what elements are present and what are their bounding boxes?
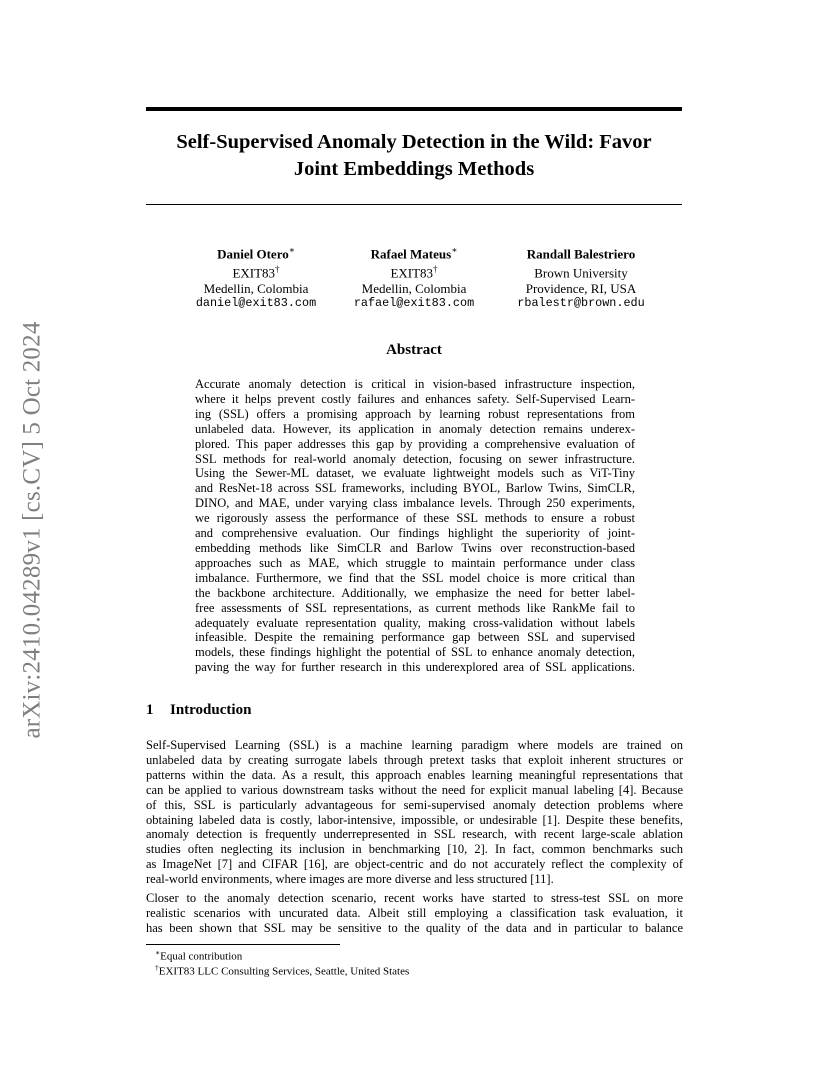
author-affiliation: EXIT83† <box>390 263 438 281</box>
abstract-line: embedding methods like SimCLR and Barlow Twins over reconstruction-based <box>195 540 635 555</box>
abstract-line: free assessments of SSL representations, as current methods like RankMe fail to <box>195 600 635 615</box>
abstract-line: the backbone architecture. Additionally, we emphasize the need for better label- <box>195 585 635 600</box>
abstract-line: DINO, and MAE, under varying class imbalance levels. Through 250 experiments, <box>195 496 635 511</box>
body-line: anomaly detection is frequently underrepresented in SSL research, with recent large-scale ablation <box>146 827 683 842</box>
author-name: Rafael Mateus∗ <box>370 245 458 262</box>
intro-paragraph <box>146 891 683 936</box>
footnote-text: Equal contribution <box>160 950 243 963</box>
section-title: Introduction <box>170 702 252 718</box>
body-line: of this, SSL is particularly advantageous for semi-supervised anomaly detection problems where <box>146 797 683 812</box>
title-line: Self-Supervised Anomaly Detection in the Wild: Favor <box>176 131 652 153</box>
body-line: Closer to the anomaly detection scenario, recent works have started to stress-test SSL on more <box>146 891 683 905</box>
abstract-line: ing (SSL) offers a promising approach by learning robust representations from <box>195 406 635 421</box>
arxiv-identifier: arXiv:2410.04289v1 [cs.CV] 5 Oct 2024 <box>19 321 47 739</box>
footnote <box>155 961 409 979</box>
body-line: has been shown that SSL may be sensitive to the quality of the data and in particular to balance <box>146 920 683 935</box>
abstract-line: Accurate anomaly detection is critical in vision-based infrastructure inspection, <box>195 377 635 391</box>
footnote-rule <box>146 944 340 945</box>
abstract-line: imbalance. Furthermore, we find that the SSL model choice is more critical than <box>195 570 635 585</box>
abstract-line: where it helps prevent costly failures and enhances safety. Self-Supervised Learn- <box>195 391 635 406</box>
body-line: realistic scenarios with uncurated data. Albeit still employing a classification task evaluation, it <box>146 905 683 920</box>
author-location: Providence, RI, USA <box>525 280 637 296</box>
author-affiliation: EXIT83† <box>232 263 280 281</box>
footnote-mark: † <box>155 963 159 972</box>
abstract-line: we rigorously assess the performance of these SSL methods to ensure a robust <box>195 511 635 526</box>
abstract-line: and ResNet-18 across SSL frameworks, including BYOL, Barlow Twins, SimCLR, <box>195 481 635 496</box>
author-location: Medellin, Colombia <box>361 280 467 296</box>
abstract-heading: Abstract <box>386 342 442 358</box>
title-line: Joint Embeddings Methods <box>293 158 535 180</box>
paper-title <box>130 129 698 183</box>
body-line: real-world environments, where images are more diverse and less structured [11]. <box>146 872 554 887</box>
author-affiliation: Brown University <box>534 265 628 281</box>
abstract-line: approaches such as MAE, which struggle to maintain performance under class <box>195 555 635 570</box>
author-email[interactable]: rbalestr@brown.edu <box>517 296 645 311</box>
author-location: Medellin, Colombia <box>203 280 309 296</box>
footnote-text: EXIT83 LLC Consulting Services, Seattle, United States <box>158 965 410 978</box>
intro-paragraph <box>146 738 683 887</box>
body-line: patterns within the data. As a result, this approach enables learning meaningful representations that <box>146 767 683 782</box>
author-email[interactable]: daniel@exit83.com <box>195 296 317 311</box>
footnote-mark: ∗ <box>155 948 161 957</box>
abstract-line: unlabeled data. However, its application in anomaly detection remains underex- <box>195 421 635 436</box>
author-block <box>481 243 681 312</box>
abstract-body <box>195 377 635 675</box>
abstract-line: models, these findings highlight the potential of SSL to enhance anomaly detection, <box>195 645 635 660</box>
body-line: as ImageNet [7] and CIFAR [16], are object-centric and do not accurately reflect the complexity of <box>146 857 683 872</box>
author-email[interactable]: rafael@exit83.com <box>353 296 475 311</box>
abstract-line: infeasible. Despite the remaining performance gap between SSL and supervised <box>195 630 635 645</box>
title-top-rule <box>146 107 682 111</box>
author-name: Daniel Otero∗ <box>217 245 295 262</box>
abstract-line: and comprehensive evaluation. Our findings highlight the superiority of joint- <box>195 526 635 541</box>
abstract-line: adequately evaluate representation quality, making cross-validation without labels <box>195 615 635 630</box>
section-number: 1 <box>146 702 154 718</box>
abstract-line: plored. This paper addresses this gap by providing a comprehensive evaluation of <box>195 436 635 451</box>
title-bottom-rule <box>146 204 682 205</box>
arxiv-sidebar-stamp <box>13 300 53 760</box>
body-line: Self-Supervised Learning (SSL) is a machine learning paradigm where models are trained on <box>146 738 683 752</box>
author-name: Randall Balestriero <box>526 246 636 262</box>
body-line: can be applied to various downstream tasks without the need for explicit manual labeling [4]. Because <box>146 782 683 797</box>
abstract-line: Using the Sewer-ML dataset, we evaluate lightweight models such as ViT-Tiny <box>195 466 635 481</box>
abstract-line: paving the way for further research in this underexplored area of SSL applications. <box>195 660 635 675</box>
body-line: obtaining labeled data is costly, labor-intensive, impossible, or undesirable [1]. Despite these benefits, <box>146 812 683 827</box>
body-line: studies often neglecting its inclusion in benchmarking [10, 2]. In fact, common benchmarks such <box>146 842 683 857</box>
section-heading <box>146 702 251 719</box>
abstract-line: SSL methods for real-world anomaly detection, focusing on sewer infrastructure. <box>195 451 635 466</box>
body-line: unlabeled data by creating surrogate labels through pretext tasks that exploit inherent structures or <box>146 752 683 767</box>
